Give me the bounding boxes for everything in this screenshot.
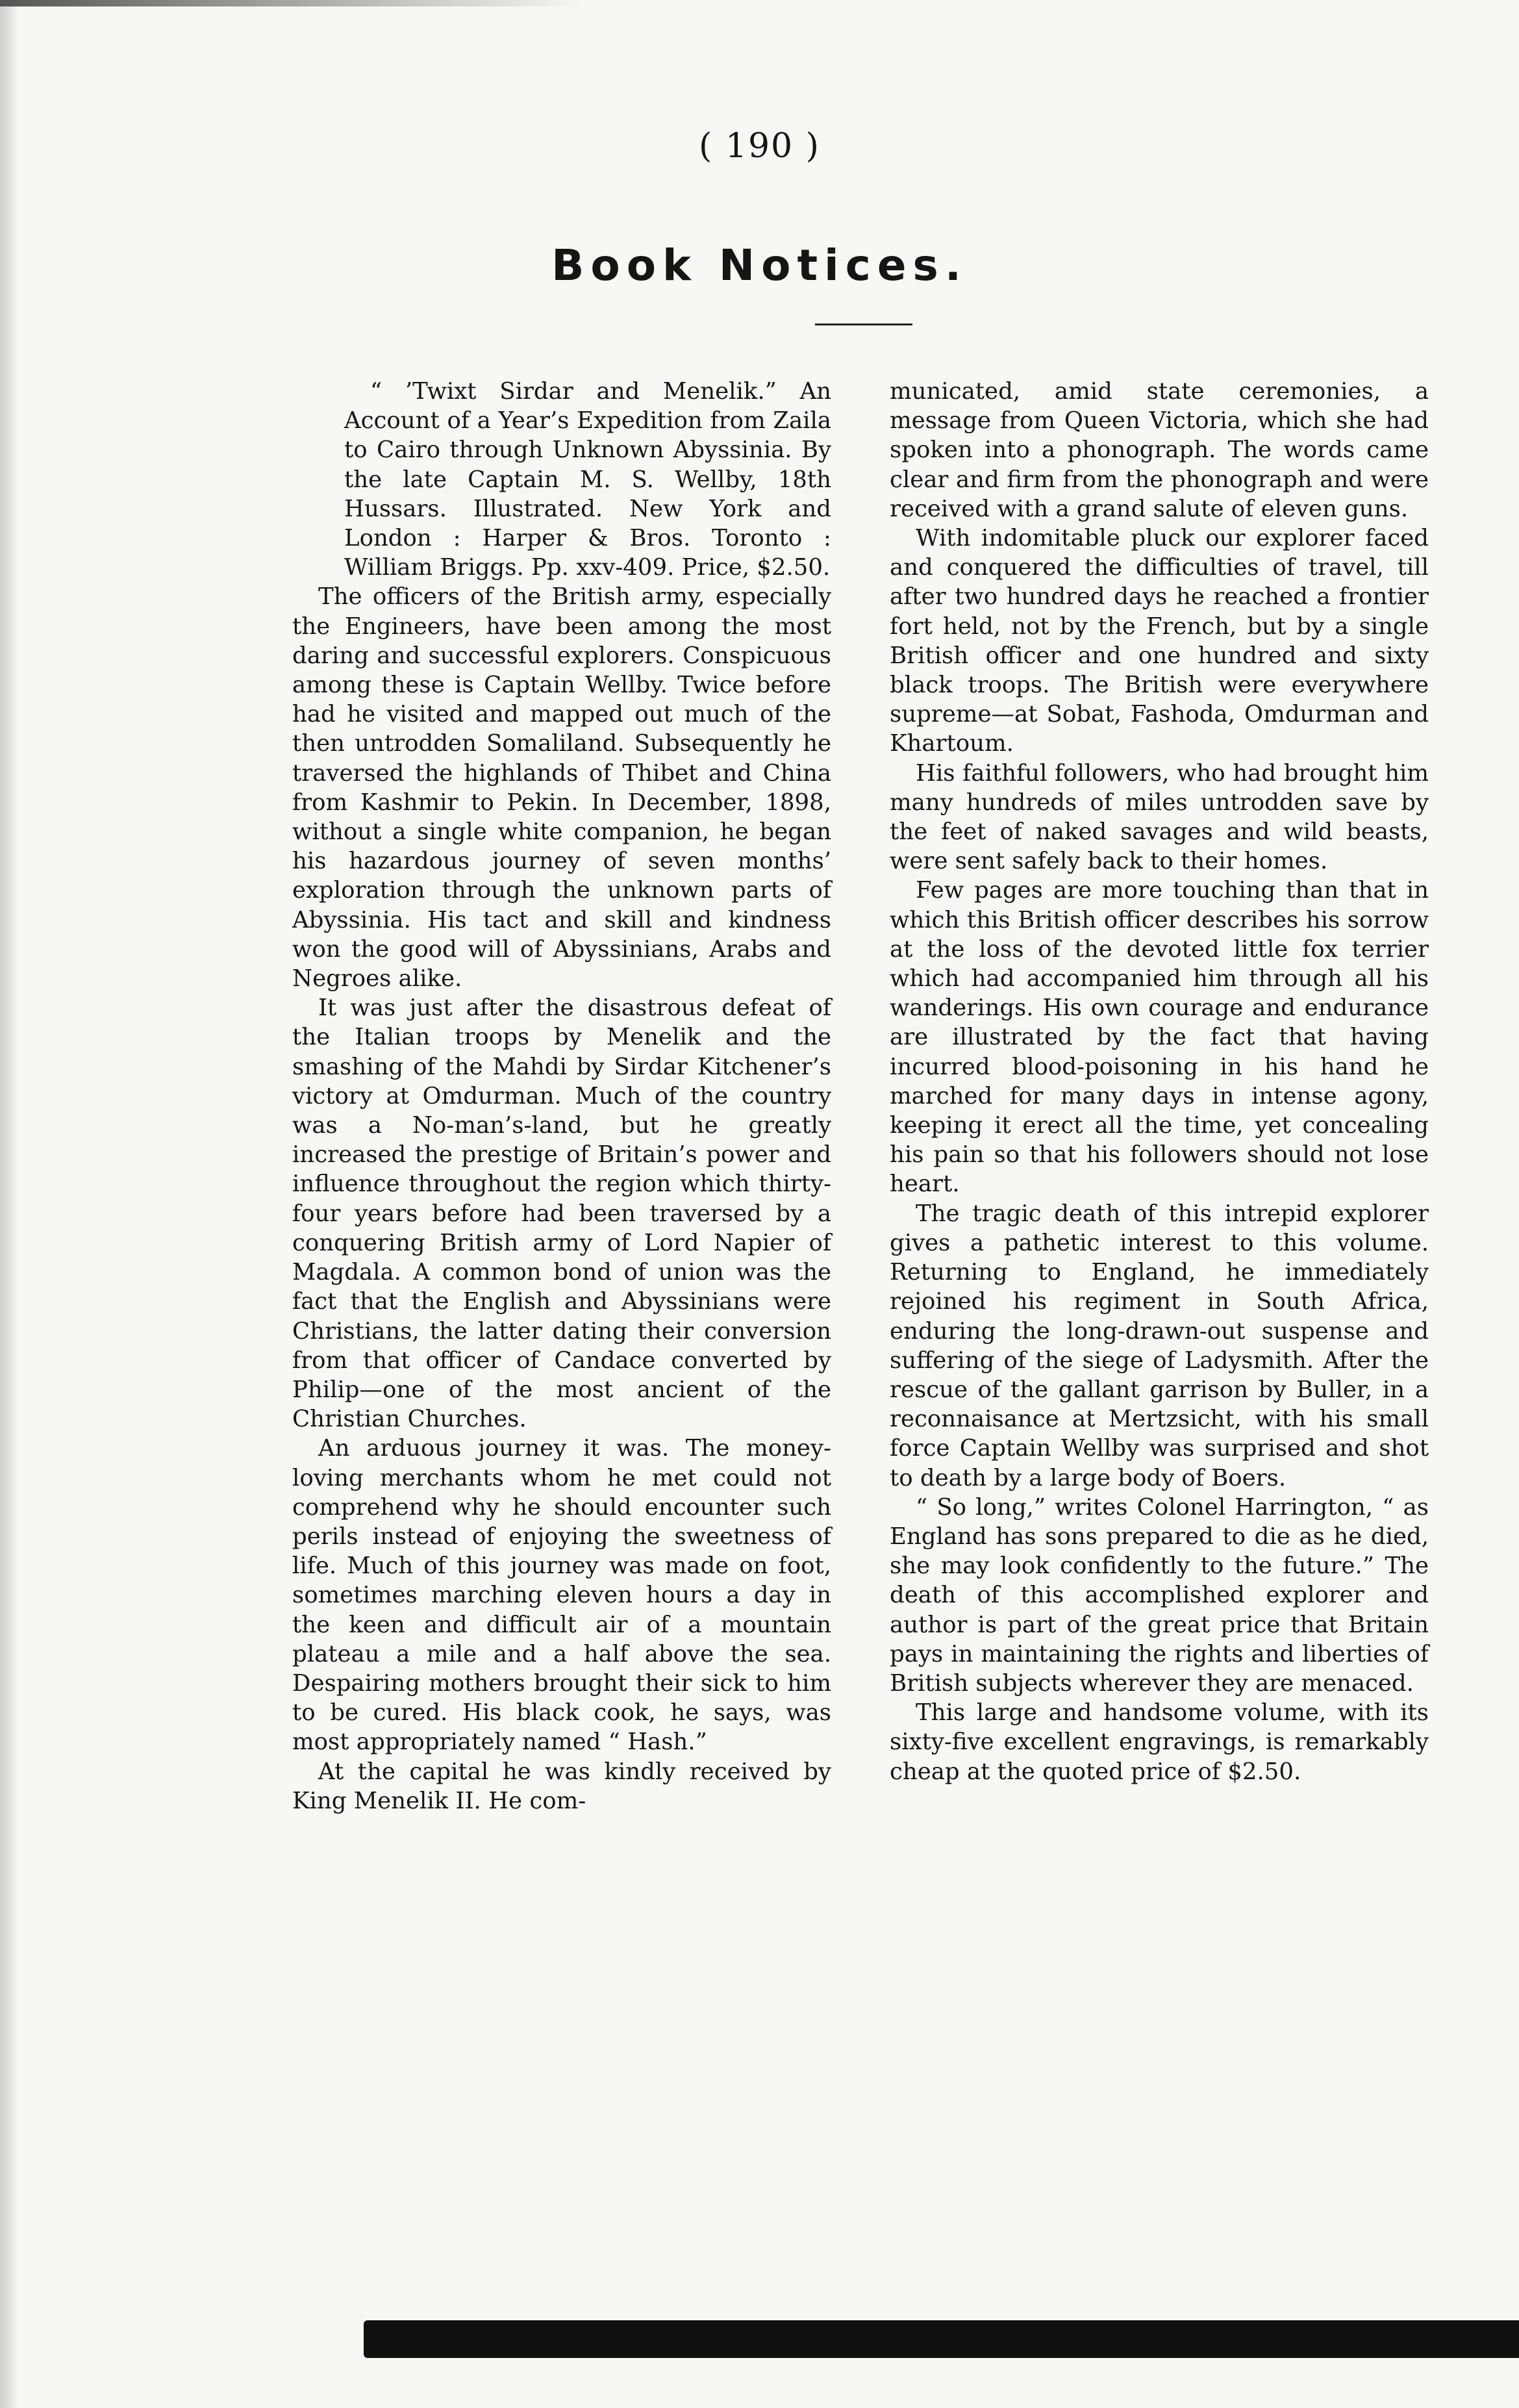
paragraph: “ So long,” writes Colonel Harrington, “ as England has sons prepared to die as he died, she may look confidently to the future.” The death of this accomplished explorer and author is part of the great price that Britain pays in maintaining the rights and liberties of British subjects wherever they are menaced. [890, 1493, 1429, 1697]
section-title: Book Notices. [551, 240, 968, 290]
paragraph: municated, amid state ceremonies, a message from Queen Victoria, which she had spoken into a phonograph. The words came clear and firm from the phonograph and were received with a grand salute of eleven guns. [890, 378, 1429, 522]
paragraph: This large and handsome volume, with its sixty-five excellent engravings, is remarkably cheap at the quoted price of $2.50. [890, 1699, 1429, 1785]
paragraph: The officers of the British army, especially the Engineers, have been among the most daring and successful explorers. Conspicuous among these is Captain Wellby. Twice before had he visited and mapped out much of the then untrodden Somaliland. Subsequently he traversed the highlands of Thibet and China from Kashmir to Pekin. In December, 1898, without a single white companion, he began his hazardous journey of seven months’ exploration through the unknown parts of Abyssinia. His tact and skill and kindness won the good will of Abyssinians, Arabs and Negroes alike. [292, 583, 831, 993]
page-number: ( 190 ) [699, 127, 820, 166]
scan-left-edge [0, 0, 19, 2408]
scan-bottom-edge [364, 2320, 1519, 2358]
right-column [890, 377, 1429, 1786]
paragraph: With indomitable pluck our explorer faced and conquered the difficulties of travel, till after two hundred days he reached a frontier fort held, not by the French, but by a single British officer and one hundred and sixty black troops. The British were everywhere supreme—at Sobat, Fashoda, Omdurman and Khartoum. [890, 525, 1429, 757]
left-column [292, 377, 831, 1816]
paragraph: At the capital he was kindly received by King Menelik II. He com- [292, 1758, 831, 1814]
paragraph: Few pages are more touching than that in which this British officer describes his sorrow at the loss of the devoted little fox terrier which had accompanied him through all his wanderings. His own courage and endurance are illustrated by the fact that having incurred blood-poisoning in his hand he marched for many days in intense agony, keeping it erect all the time, yet concealing his pain so that his followers should not lose heart. [890, 877, 1429, 1198]
paragraph: The tragic death of this intrepid explorer gives a pathetic interest to this volume. Returning to England, he immediately rejoined his regiment in South Africa, enduring the long-drawn-out suspense and suffering of the siege of Ladysmith. After the rescue of the gallant garrison by Buller, in a reconnaisance at Mertzsicht, with his small force Captain Wellby was surprised and shot to death by a large body of Boers. [890, 1200, 1429, 1491]
scan-top-edge [0, 0, 584, 6]
paragraph: It was just after the disastrous defeat of the Italian troops by Menelik and the smashing of the Mahdi by Sirdar Kitchener’s victory at Omdurman. Much of the country was a No-man’s-land, but he greatly increased the prestige of Britain’s power and influence throughout the region which thirty-four years before had been traversed by a conquering British army of Lord Napier of Magdala. A common bond of union was the fact that the English and Abyssinians were Christians, the latter dating their conversion from that officer of Candace converted by Philip—one of the most ancient of the Christian Churches. [292, 995, 831, 1433]
paragraph: His faithful followers, who had brought him many hundreds of miles untrodden save by the feet of naked savages and wild beasts, were sent safely back to their homes. [890, 759, 1429, 875]
book-citation: “ ’Twixt Sirdar and Menelik.” An Account of a Year’s Expedition from Zaila to Cairo through Unknown Abyssinia. By the late Captain M. S. Wellby, 18th Hussars. Illustrated. New York and London : Harper & Bros. Toronto : William Briggs. Pp. xxv-409. Price, $2.50. [344, 378, 831, 581]
title-divider [815, 323, 912, 325]
paragraph: An arduous journey it was. The money-loving merchants whom he met could not comprehend why he should encounter such perils instead of enjoying the sweetness of life. Much of this journey was made on foot, sometimes marching eleven hours a day in the keen and difficult air of a mountain plateau a mile and a half above the sea. Despairing mothers brought their sick to him to be cured. His black cook, he says, was most appropriately named “ Hash.” [292, 1435, 831, 1756]
